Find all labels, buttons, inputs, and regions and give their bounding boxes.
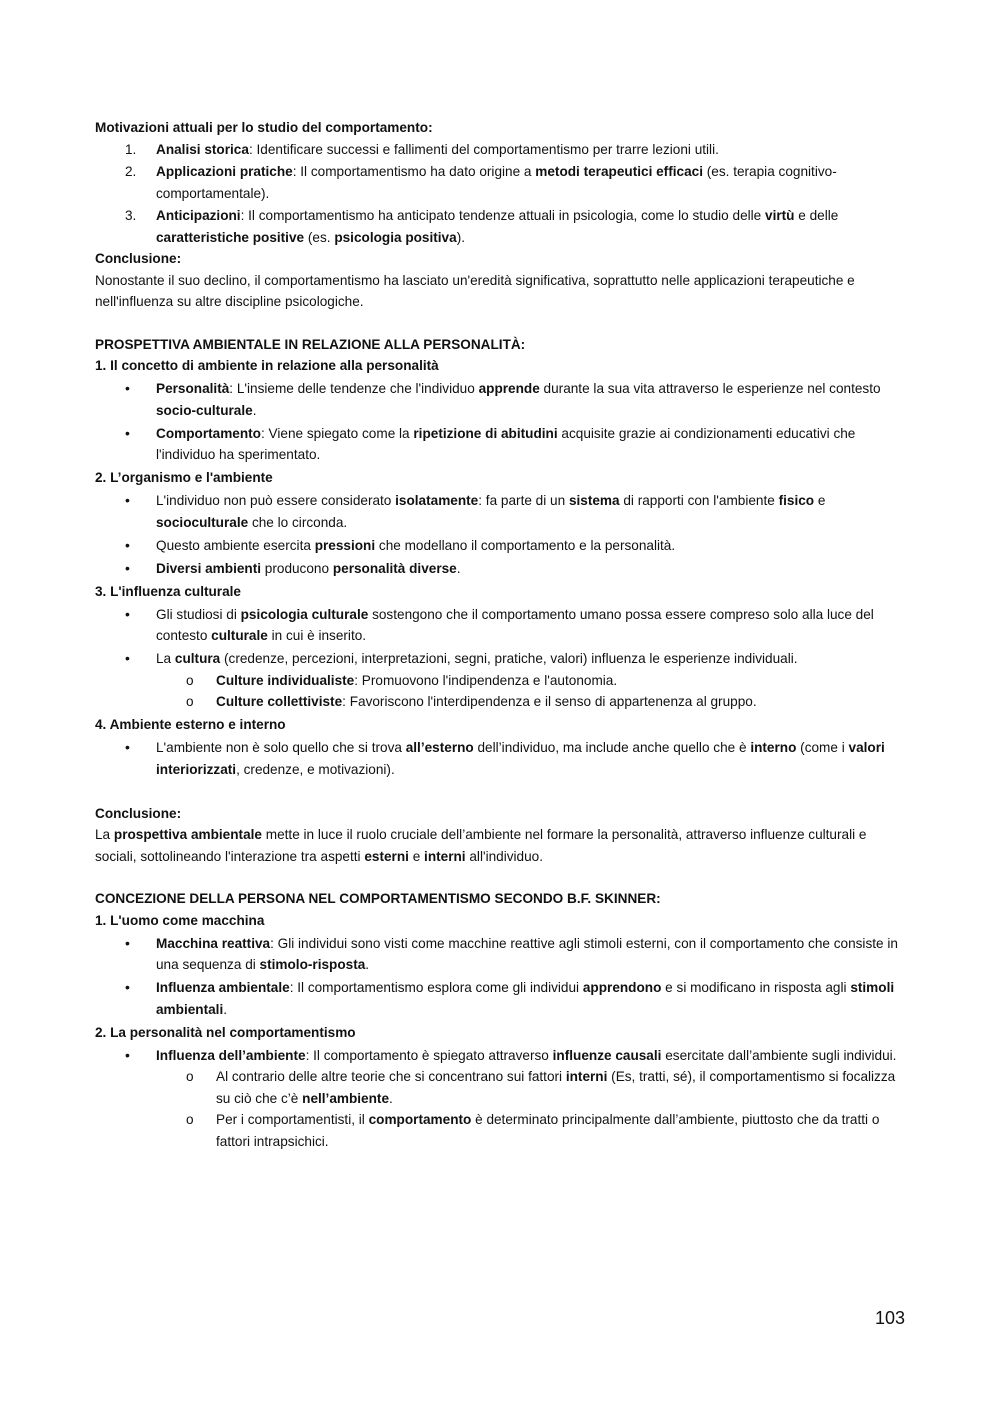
text-run: sostengono che il comportamento umano possa essere compreso solo alla luce del contesto [156,606,874,643]
circle-bullet-icon: o [186,1069,194,1084]
text-run: in cui è inserito. [267,628,367,643]
bullet-icon: • [125,1046,130,1063]
section-heading: 3. L'influenza culturale [95,583,241,599]
text-run: . [223,1001,228,1017]
bold-text: interno [750,740,797,755]
sub-list-item [95,670,907,692]
circle-bullet-icon: o [186,694,194,709]
bullet-icon: • [125,739,130,755]
bold-text: cultura [174,651,221,666]
bold-text: Analisi storica [156,141,249,157]
text-run: L'ambiente non è solo quello che si trova [156,740,406,755]
section-heading: PROSPETTIVA AMBIENTALE IN RELAZIONE ALLA PERSONALITÀ: [95,336,526,352]
text-run: La [95,827,114,842]
text-run: . [389,1090,393,1106]
text-run: . [365,957,370,972]
text-run: mette in luce il ruolo cruciale dell’ambiente nel formare la personalità, attraverso influenze culturali e sociali, sottolineando l'interazione tra aspetti [95,827,867,864]
text-run: durante la sua vita attraverso le esperienze nel contesto [539,381,881,396]
bullet-icon: • [125,979,130,995]
bold-text: Diversi ambienti [156,560,262,576]
bullet-icon: • [125,424,130,441]
page-number: 103 [874,1308,905,1328]
text-run: all'individuo. [465,848,544,864]
text-run: e [814,493,826,508]
sub-list-item-text [216,1069,895,1106]
text-run: Questo ambiente esercita [156,537,315,553]
text-run: ). [456,229,465,245]
bold-text: Macchina reattiva [156,935,271,951]
paragraph [95,270,907,313]
text-run: è determinato principalmente dall’ambiente, piuttosto che da tratti o fattori intrapsichici. [216,1112,880,1149]
text-run: Gli studiosi di [156,606,241,622]
text-run: e delle [794,208,839,223]
bold-text: caratteristiche positive [156,229,305,245]
text-run: : Il comportamentismo esplora come gli individui [289,980,583,995]
list-item [95,977,907,1020]
text-run: (es. terapia cognitivo-comportamentale). [156,164,837,201]
list-item [95,604,907,647]
bold-text: nell’ambiente [302,1090,390,1106]
section-heading: 1. Il concetto di ambiente in relazione alla personalità [95,358,439,373]
bold-text: Influenza ambientale [156,980,290,995]
text-run: : Viene spiegato come la [260,425,414,441]
bullet-icon: • [125,380,130,396]
list-item-text [156,381,881,418]
bullet-list [95,1045,907,1153]
section-heading: 2. L’organismo e l'ambiente [95,470,273,485]
document-body [95,117,907,1154]
list-item [95,558,907,580]
text-run: , credenze, e motivazioni). [236,761,395,777]
list-item [95,535,907,557]
bold-text: interni [565,1069,608,1084]
text-run: : fa parte di un [478,493,569,508]
text-run: e si modificano in risposta agli [661,980,851,995]
section-heading: 2. La personalità nel comportamentismo [95,1024,356,1040]
list-item [95,648,907,713]
text-run: (credenze, percezioni, interpretazioni, segni, pratiche, valori) influenza le esperienze individuali. [220,651,798,666]
list-item-text [156,493,825,530]
text-run: L'individuo non può essere considerato [156,493,396,508]
bold-text: socioculturale [156,514,249,530]
bold-text: culturale [211,628,268,643]
list-item [95,378,907,421]
bold-text: ripetizione di abitudini [413,425,558,441]
sub-list-item-text [216,1112,879,1149]
bold-text: Comportamento [156,425,261,441]
list-number: 2. [125,164,137,179]
list-item-text [156,1048,896,1063]
text-run: La [156,651,175,666]
bold-text: isolatamente [395,493,479,508]
text-run: Nonostante il suo declino, il comportamentismo ha lasciato un'eredità significativa, soprattutto nelle applicazioni terapeutiche e nell'influenza su altre discipline psicologiche. [95,272,855,309]
spacer [95,782,907,803]
bold-text: Anticipazioni [156,208,241,223]
bullet-icon: • [125,559,130,576]
bold-text: apprendono [582,980,662,995]
text-run: (Es, tratti, sé), il comportamentismo si focalizza su ciò che c’è [216,1069,896,1106]
text-run: : Il comportamentismo ha dato origine a [292,164,536,179]
section-heading: 1. L'uomo come macchina [95,912,265,928]
text-run: acquisite grazie ai condizionamenti educativi che l'individuo ha sperimentato. [156,425,856,462]
text-run: Per i comportamentisti, il [216,1112,369,1127]
list-item-text [156,607,874,644]
text-run: . [456,560,461,576]
bold-text: psicologia positiva [334,229,457,245]
bold-text: influenze causali [552,1047,662,1063]
text-run: (come i [796,740,849,755]
sub-bullet-list [156,1066,907,1152]
bold-text: sistema [568,493,620,508]
section-heading: CONCEZIONE DELLA PERSONA NEL COMPORTAMENTISMO SECONDO B.F. SKINNER: [95,891,661,906]
bullet-list [95,378,907,466]
list-item-text [156,561,461,576]
text-run: : Promuovono l'indipendenza e l'autonomia. [354,672,618,688]
list-item [95,205,907,248]
bullet-icon: • [125,492,130,508]
bullet-list [95,933,907,1021]
bold-text: valori interiorizzati [156,740,885,777]
bullet-icon: • [125,605,130,622]
text-run: . [252,402,257,418]
bold-text: virtù [765,208,795,223]
bold-text: all’esterno [405,740,474,755]
text-run: che modellano il comportamento e la personalità. [375,537,676,553]
text-run: : Identificare successi e fallimenti del comportamentismo per trarre lezioni utili. [248,141,719,157]
text-run: : Il comportamentismo ha anticipato tendenze attuali in psicologia, come lo studio delle [240,208,766,223]
bold-text: Culture collettiviste [216,694,343,709]
bold-text: personalità diverse [332,560,457,576]
list-item [95,161,907,204]
text-run: producono [261,560,333,576]
bold-text: socio-culturale [156,402,253,418]
bullet-list [95,737,907,780]
sub-bullet-list [156,670,907,713]
list-number: 3. [125,208,137,223]
bold-text: Personalità [156,381,230,396]
section-heading: Motivazioni attuali per lo studio del comportamento: [95,120,433,135]
bold-text: psicologia culturale [240,606,369,622]
bold-text: apprende [478,381,540,396]
list-item-text [156,651,798,666]
bullet-icon: • [125,650,130,666]
list-number: 1. [125,141,137,157]
sub-list-item-text [216,673,617,688]
bold-text: esterni [364,848,409,864]
list-item-text [156,538,675,553]
bold-text: stimolo-risposta [259,957,366,972]
section-heading: 4. Ambiente esterno e interno [95,717,286,732]
text-run: Al contrario delle altre teorie che si concentrano sui fattori [216,1069,566,1084]
list-item-text [156,208,838,245]
section-heading: Conclusione: [95,805,182,821]
text-run: (es. [304,229,335,245]
paragraph [95,824,907,867]
section-heading: Conclusione: [95,251,182,266]
circle-bullet-icon: o [186,1112,194,1127]
spacer [95,867,907,888]
bold-text: pressioni [314,537,376,553]
bold-text: stimoli ambientali [156,980,895,1017]
list-item [95,1045,907,1153]
bold-text: metodi terapeutici efficaci [535,164,703,179]
text-run: e [408,848,425,864]
text-run: : Favoriscono l'interdipendenza e il senso di appartenenza al gruppo. [342,694,757,709]
list-item [95,139,907,161]
bold-text: comportamento [368,1112,472,1127]
bullet-icon: • [125,934,130,951]
sub-list-item-text [216,694,757,709]
text-run: esercitate dall’ambiente sugli individui. [661,1047,897,1063]
bold-text: prospettiva ambientale [113,827,262,842]
text-run: di rapporti con l'ambiente [619,493,779,508]
text-run: : Gli individui sono visti come macchine reattive agli stimoli esterni, con il comportamento che consiste in una sequenza di [156,935,898,972]
numbered-list [95,139,907,249]
bold-text: fisico [778,493,815,508]
circle-bullet-icon: o [186,672,194,688]
bold-text: interni [424,848,466,864]
list-item-text [156,164,837,201]
bold-text: Applicazioni pratiche [156,164,293,179]
list-item-text [156,740,885,777]
list-item-text [156,936,898,973]
text-run: che lo circonda. [248,514,348,530]
sub-list-item [95,1066,907,1109]
bullet-list [95,490,907,579]
bold-text: Influenza dell’ambiente [156,1047,306,1063]
list-item-text [156,142,719,157]
text-run: : L'insieme delle tendenze che l'individuo [229,381,479,396]
list-item [95,490,907,533]
sub-list-item [95,691,907,713]
spacer [95,313,907,334]
text-run: dell’individuo, ma include anche quello che è [473,740,751,755]
bullet-list [95,604,907,713]
list-item [95,423,907,466]
list-item [95,737,907,780]
text-run: : Il comportamento è spiegato attraverso [305,1047,553,1063]
sub-list-item [95,1109,907,1152]
list-item-text [156,426,855,463]
bullet-icon: • [125,536,130,553]
bold-text: Culture individualiste [216,672,355,688]
list-item-text [156,980,894,1017]
list-item [95,933,907,976]
